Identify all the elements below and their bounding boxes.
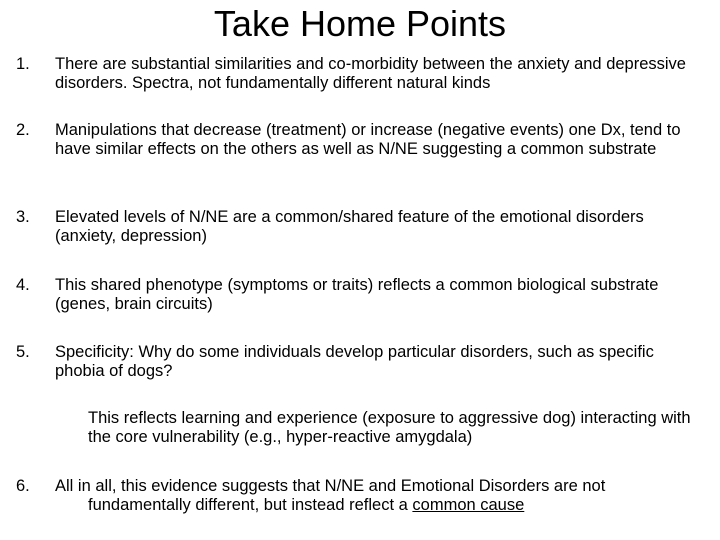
item-number: 3. <box>16 208 30 226</box>
common-cause-emphasis: common cause <box>412 496 525 514</box>
item-6-line-2 <box>55 496 705 515</box>
item-text: Elevated levels of N/NE are a common/shared feature of the emotional disorders (anxiety, depression) <box>55 208 644 245</box>
item-number: 1. <box>16 55 30 73</box>
item-5-note: This reflects learning and experience (exposure to aggressive dog) interacting with the core vulnerability (e.g., hyper-reactive amygdala) <box>88 409 691 446</box>
item-6-line-2-prefix: fundamentally different, but instead reflect a <box>88 496 413 514</box>
item-number: 4. <box>16 276 30 294</box>
item-number: 2. <box>16 121 30 139</box>
item-number: 6. <box>16 477 30 495</box>
slide-title: Take Home Points <box>213 3 507 44</box>
item-6-line-1: All in all, this evidence suggests that N/NE and Emotional Disorders are not <box>55 477 606 495</box>
item-text: Manipulations that decrease (treatment) or increase (negative events) one Dx, tend to have similar effects on the others as well as N/NE suggesting a common substrate <box>55 121 681 158</box>
item-text: There are substantial similarities and co-morbidity between the anxiety and depressive disorders. Spectra, not fundamentally different natural kinds <box>55 55 686 92</box>
item-text <box>55 477 705 515</box>
item-number: 5. <box>16 343 30 361</box>
item-text: This shared phenotype (symptoms or traits) reflects a common biological substrate (genes, brain circuits) <box>55 276 659 313</box>
item-text: Specificity: Why do some individuals develop particular disorders, such as specific phobia of dogs? <box>55 343 654 380</box>
